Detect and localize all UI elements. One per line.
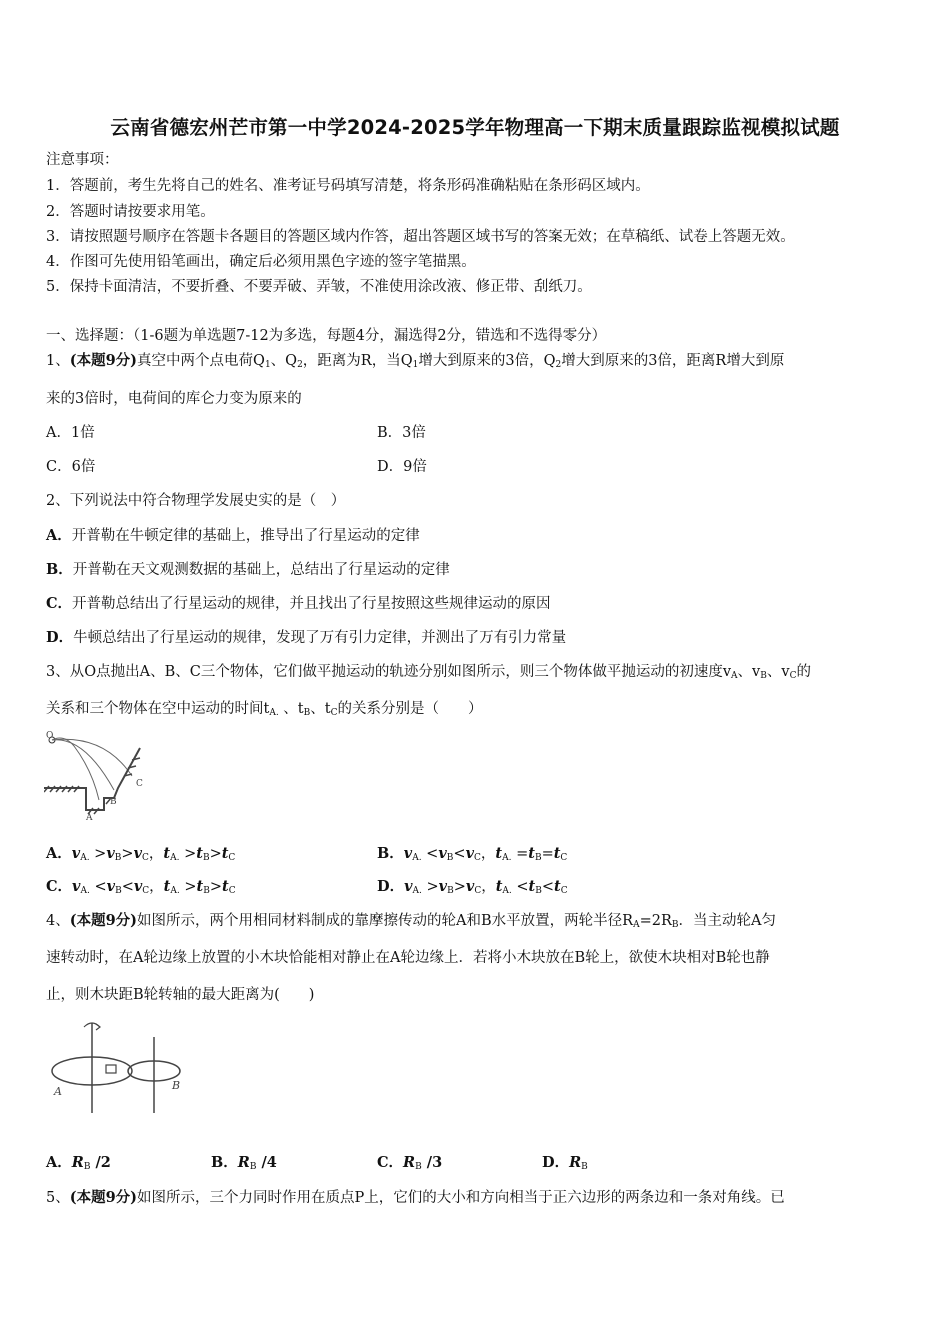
q3-option-c[interactable]: C．$v_{A.} <v_B<v_C$，$t_{A.} >t_B>t_C$ <box>46 878 236 896</box>
projectile-figure <box>44 730 154 822</box>
q4-option-c[interactable]: C．$R_B$ /3 <box>377 1154 443 1172</box>
notice-item: 1．答题前，考生先将自己的姓名、准考证号码填写清楚，将条形码准确粘贴在条形码区域内。 <box>46 178 650 194</box>
label-b: B <box>110 797 117 807</box>
q4-option-a[interactable]: A．$R_B$ /2 <box>46 1154 111 1172</box>
q2-option-c[interactable]: C．开普勒总结出了行星运动的规律，并且找出了行星按照这些规律运动的原因 <box>46 595 551 612</box>
label-c: C <box>136 779 143 789</box>
question-1-stem: 1、(本题9分)真空中两个点电荷$Q_1$、$Q_2$，距离为R，当$Q_1$增大到原来的3倍，$Q_2$增大到原来的3倍，距离R增大到原 <box>46 352 785 370</box>
question-1-stem-cont: 来的3倍时，电荷间的库仑力变为原来的 <box>46 391 302 407</box>
q4-option-d[interactable]: D．$R_B$ <box>542 1154 588 1172</box>
notice-item: 5．保持卡面清洁，不要折叠、不要弄破、弄皱，不准使用涂改液、修正带、刮纸刀。 <box>46 279 592 295</box>
q3-option-b[interactable]: B．$v_{A.} <v_B<v_C$，$t_{A.} =t_B=t_C$ <box>377 845 568 863</box>
question-4-stem-cont: 速转动时，在A轮边缘上放置的小木块恰能相对静止在A轮边缘上．若将小木块放在B轮上，欲使木块相对B轮也静 <box>46 950 770 966</box>
q1-option-a[interactable]: A．1倍 <box>46 425 95 441</box>
q1-option-d[interactable]: D．9倍 <box>377 459 427 475</box>
label-wheel-b: B <box>172 1079 181 1092</box>
q2-option-b[interactable]: B．开普勒在天文观测数据的基础上，总结出了行星运动的定律 <box>46 561 450 578</box>
wheels-figure <box>46 1015 196 1115</box>
label-a: A <box>86 813 93 822</box>
label-o: O <box>46 731 54 741</box>
notice-item: 4．作图可先使用铅笔画出，确定后必须用黑色字迹的签字笔描黑。 <box>46 254 476 270</box>
question-2-stem: 2、下列说法中符合物理学发展史实的是（ ） <box>46 493 346 509</box>
q1-option-c[interactable]: C．6倍 <box>46 459 96 475</box>
question-3-stem: 3、从O点抛出A、B、C三个物体，它们做平抛运动的轨迹分别如图所示，则三个物体做平抛运动的初速度$v_A$、$v_B$、$v_C$的 <box>46 664 811 681</box>
q3-option-a[interactable]: A．$v_{A.} >v_B>v_C$，$t_{A.} >t_B>t_C$ <box>46 845 236 863</box>
notice-item: 3．请按照题号顺序在答题卡各题目的答题区域内作答，超出答题区域书写的答案无效；在草稿纸、试卷上答题无效。 <box>46 229 795 245</box>
q3-option-d[interactable]: D．$v_{A.} >v_B>v_C$，$t_{A.} <t_B<t_C$ <box>377 878 568 896</box>
q2-option-a[interactable]: A．开普勒在牛顿定律的基础上，推导出了行星运动的定律 <box>46 527 420 544</box>
q1-option-b[interactable]: B．3倍 <box>377 425 426 441</box>
notice-heading: 注意事项： <box>46 152 119 168</box>
question-4-stem-cont2: 止，则木块距B轮转轴的最大距离为( ) <box>46 987 315 1003</box>
page-title: 云南省德宏州芒市第一中学2024-2025学年物理高一下期末质量跟踪监视模拟试题 <box>110 116 840 139</box>
section-heading: 一、选择题：（1-6题为单选题7-12为多选，每题4分，漏选得2分，错选和不选得零分） <box>46 328 607 344</box>
question-5-stem: 5、(本题9分)如图所示，三个力同时作用在质点P上，它们的大小和方向相当于正六边形的两条边和一条对角线。已 <box>46 1189 785 1206</box>
question-4-stem: 4、(本题9分)如图所示，两个用相同材料制成的靠摩擦传动的轮A和B水平放置，两轮半径$R_A=2R_B$．当主动轮A匀 <box>46 912 776 930</box>
label-wheel-a: A <box>54 1085 62 1098</box>
question-3-stem-cont: 关系和三个物体在空中运动的时间$t_{A.}$ 、$t_B$、$t_C$的关系分别是（ ） <box>46 701 483 718</box>
q4-option-b[interactable]: B．$R_B$ /4 <box>211 1154 277 1172</box>
notice-item: 2．答题时请按要求用笔。 <box>46 204 215 220</box>
q2-option-d[interactable]: D．牛顿总结出了行星运动的规律，发现了万有引力定律，并测出了万有引力常量 <box>46 629 567 646</box>
